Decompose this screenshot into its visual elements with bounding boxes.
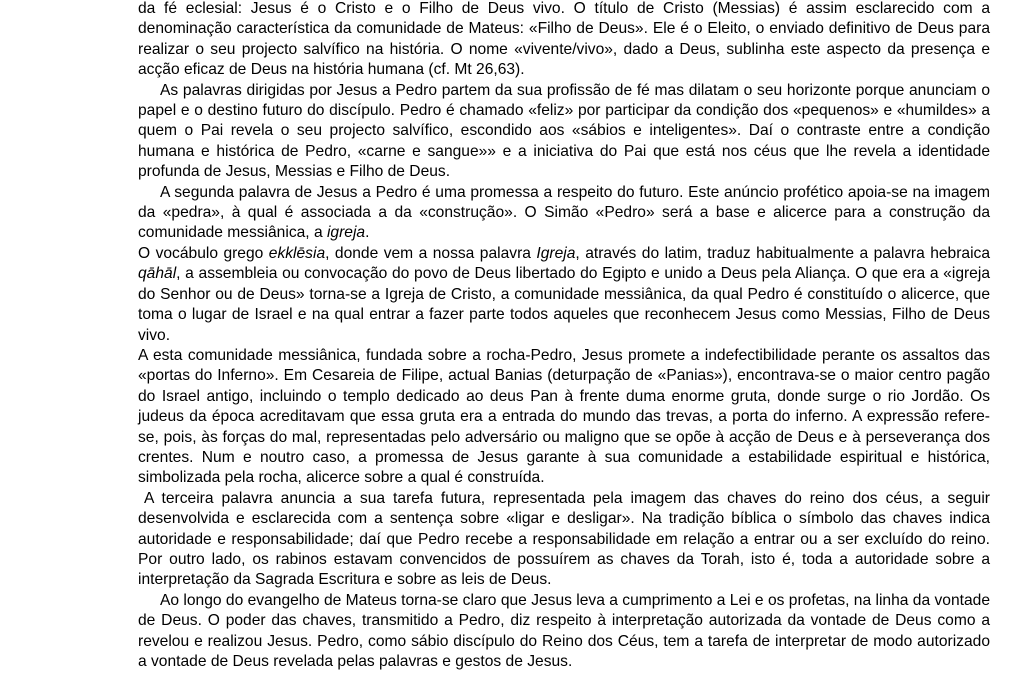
document-page [138,0,990,672]
italic-term: qāhāl [138,265,177,283]
text-run: , a assembleia ou convocação do povo de Deus libertado do Egipto e unido a Deus pela Aliança. O que era a «igreja do Senhor ou de Deus» torna-se a Igreja de Cristo, a comunidade messiânica, da qual Pedro é constituído o alicerce, que toma o lugar de Israel e na qual entrar a fazer parte todos aqueles que reconhecem Jesus como Messias, Filho de Deus vivo. [138,265,990,344]
text-run: Ao longo do evangelho de Mateus torna-se claro que Jesus leva a cumprimento a Lei e os profetas, na linha da vontade de Deus. O poder das chaves, transmitido a Pedro, diz respeito à interpretação autorizada da vontade de Deus como a revelou e realizou Jesus. Pedro, como sábio discípulo do Reino dos Céus, tem a tarefa de interpretar de modo autorizado a vontade de Deus revelada pelas palavras e gestos de Jesus. [138,591,990,670]
paragraph-4 [138,244,990,346]
text-run: O vocábulo grego [138,244,269,262]
italic-term: ekklēsia [268,244,326,262]
paragraph-6 [138,489,990,591]
paragraph-5 [138,346,990,489]
paragraph-1 [138,0,990,81]
text-run: A segunda palavra de Jesus a Pedro é uma promessa a respeito do futuro. Este anúncio profético apoia-se na imagem da «pedra», à qual é associada a da «construção». O Simão «Pedro» será a base e alicerce para a construção da comunidade messiânica, a [138,183,990,242]
text-run: , através do latim, traduz habitualmente a palavra hebraica [575,244,991,262]
italic-term: Igreja [536,244,576,262]
text-run: da fé eclesial: Jesus é o Cristo e o Filho de Deus vivo. O título de Cristo (Messias) é assim esclarecido com a denominação característica da comunidade de Mateus: «Filho de Deus». Ele é o Eleito, o enviado definitivo de Deus para realizar o seu projecto salvífico na história. O nome «vivente/vivo», dado a Deus, sublinha este aspecto da presença e acção eficaz de Deus na história humana (cf. Mt 26,63). [138,0,990,79]
text-run: . [365,224,370,242]
paragraph-3 [138,183,990,244]
paragraph-7 [138,591,990,673]
text-run: As palavras dirigidas por Jesus a Pedro partem da sua profissão de fé mas dilatam o seu horizonte porque anunciam o papel e o destino futuro do discípulo. Pedro é chamado «feliz» por participar da condição dos «pequenos» e «humildes» a quem o Pai revela o seu projecto salvífico, escondido aos «sábios e inteligentes». Daí o contraste entre a condição humana e histórica de Pedro, «carne e sangue»» e a iniciativa do Pai que está nos céus que lhe revela a identidade profunda de Jesus, Messias e Filho de Deus. [138,81,990,181]
text-run: A terceira palavra anuncia a sua tarefa futura, representada pela imagem das chaves do reino dos céus, a seguir desenvolvida e esclarecida com a sentença sobre «ligar e desligar». Na tradição bíblica o símbolo das chaves indica autoridade e responsabilidade; daí que Pedro recebe a responsabilidade em relação a entrar ou a ser excluído do reino. Por outro lado, os rabinos estavam convencidos de possuírem as chaves da Torah, isto é, toda a autoridade sobre a interpretação da Sagrada Escritura e sobre as leis de Deus. [138,489,990,589]
italic-term: igreja [326,224,366,242]
text-run: A esta comunidade messiânica, fundada sobre a rocha-Pedro, Jesus promete a indefectibilidade perante os assaltos das «portas do Inferno». Em Cesareia de Filipe, actual Banias (deturpação de «Panias»), encontrava-se o maior centro pagão do Israel antigo, incluindo o templo dedicado ao deus Pan à frente duma enorme gruta, donde surge o rio Jordão. Os judeus da época acreditavam que essa gruta era a entrada do mundo das trevas, a porta do inferno. A expressão refere-se, pois, às forças do mal, representadas pelo adversário ou maligno que se opõe à acção de Deus e à perseverança dos crentes. Num e noutro caso, a promessa de Jesus garante à sua comunidade a estabilidade espiritual e histórica, simbolizada pela rocha, alicerce sobre a qual é construída. [138,346,990,487]
paragraph-2 [138,81,990,183]
text-run: , donde vem a nossa palavra [325,244,537,262]
